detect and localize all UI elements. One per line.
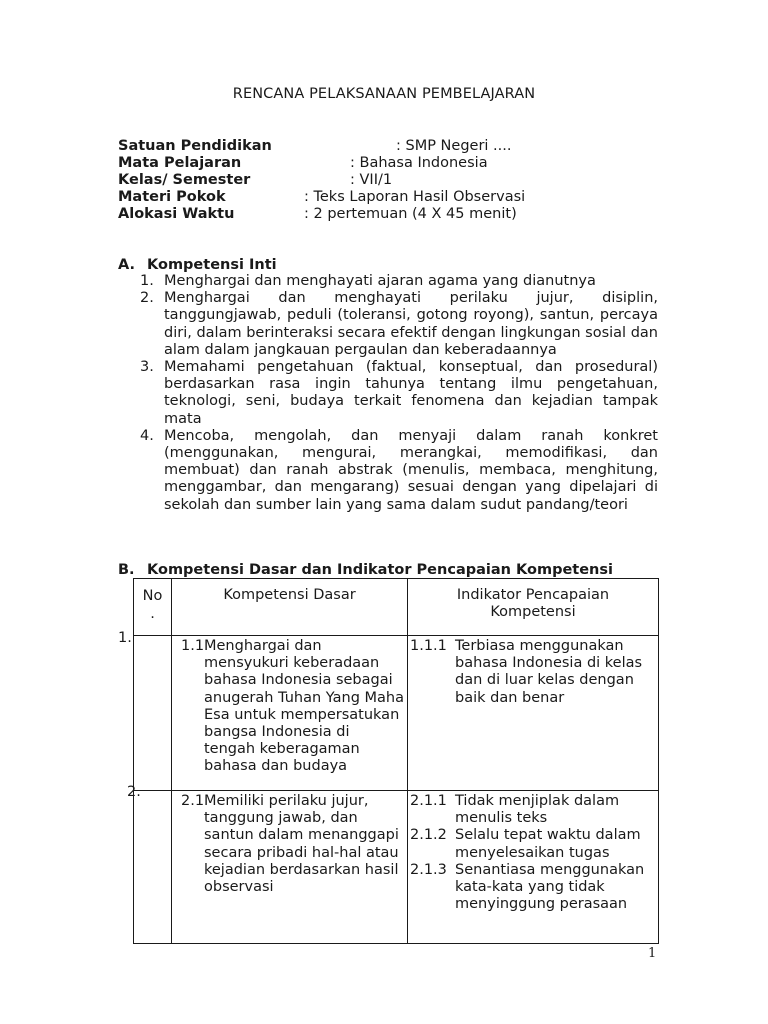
identity-label: Satuan Pendidikan: [118, 138, 272, 154]
kd-cell: [172, 791, 408, 944]
list-text: Menghargai dan menghayati ajaran agama yang dianutnya: [164, 273, 596, 289]
indicator-text: Senantiasa menggunakan kata-kata yang tidak menyinggung perasaan: [455, 861, 645, 913]
identity-value: : 2 pertemuan (4 X 45 menit): [304, 206, 517, 222]
list-item: [140, 359, 658, 428]
identity-label: Mata Pelajaran: [118, 155, 242, 171]
list-text: Memahami pengetahuan (faktual, konseptual, dan prosedural) berdasarkan rasa ingin tahunya tentang ilmu pengetahuan, teknologi, seni, budaya terkait fenomena dan kejadian tampak mata: [164, 359, 658, 427]
indicator-cell: [408, 636, 659, 791]
row-number: 2.: [127, 784, 141, 800]
identity-value: : SMP Negeri ....: [396, 138, 512, 154]
indicator-code: 2.1.1: [410, 793, 447, 809]
row-no-cell: [134, 791, 172, 944]
section-letter: A.: [118, 257, 135, 273]
indicator-item: [408, 793, 656, 827]
row-no-cell: [134, 636, 172, 791]
indicator-item: [408, 638, 656, 707]
list-number: 4.: [140, 427, 154, 444]
identity-value: : VII/1: [350, 172, 393, 188]
indicator-code: 2.1.2: [410, 827, 447, 844]
section-a-heading: [118, 256, 277, 274]
identity-value: : Bahasa Indonesia: [350, 155, 488, 171]
kd-indicator-table: [133, 578, 659, 944]
indicator-code: 1.1.1: [410, 638, 447, 654]
kompetensi-inti-list: [140, 273, 658, 514]
kd-code: 1.1: [181, 638, 205, 654]
section-title: Kompetensi Dasar dan Indikator Pencapaian Kompetensi: [147, 562, 613, 578]
page-number: 1: [648, 946, 657, 961]
kd-cell: [172, 636, 408, 791]
indicator-text: Terbiasa menggunakan bahasa Indonesia di kelas dan di luar kelas dengan baik dan benar: [455, 638, 643, 706]
indicator-text: Tidak menjiplak dalam menulis teks: [455, 793, 620, 827]
indicator-text: Selalu tepat waktu dalam menyelesaikan tugas: [455, 827, 641, 861]
page-title: RENCANA PELAKSANAAN PEMBELAJARAN: [232, 86, 536, 102]
list-item: [140, 273, 658, 290]
indicator-cell: [408, 791, 659, 944]
table-row: [134, 636, 659, 791]
kd-code: 2.1: [181, 793, 205, 809]
section-letter: B.: [118, 562, 135, 578]
table-header-row: [134, 579, 659, 636]
table-row: [134, 791, 659, 944]
list-number: 1.: [140, 273, 154, 289]
identity-value: : Teks Laporan Hasil Observasi: [304, 189, 526, 205]
list-text: Mencoba, mengolah, dan menyaji dalam ranah konkret (menggunakan, mengurai, merangkai, memodifikasi, dan membuat) dan ranah abstrak (menulis, membaca, menghitung, menggambar, dan mengarang) sesuai dengan yang dipelajari di sekolah dan sumber lain yang sama dalam sudut pandang/teori: [164, 427, 658, 513]
indicator-item: [408, 827, 656, 861]
indicator-code: 2.1.3: [410, 861, 447, 878]
header-indicator: Indikator Pencapaian Kompetensi: [408, 579, 659, 636]
list-number: 3.: [140, 359, 154, 376]
identity-label: Materi Pokok: [118, 189, 226, 205]
kd-text: Memiliki perilaku jujur, tanggung jawab, dan santun dalam menanggapi secara pribadi hal-hal atau kejadian berdasarkan hasil observasi: [204, 793, 399, 896]
kd-text: Menghargai dan mensyukuri keberadaan bahasa Indonesia sebagai anugerah Tuhan Yang Maha Esa untuk mempersatukan bangsa Indonesia di tengah keberagaman bahasa dan budaya: [204, 638, 404, 775]
list-item: [140, 428, 658, 514]
identity-label: Kelas/ Semester: [118, 172, 251, 188]
list-text: Menghargai dan menghayati perilaku jujur, disiplin, tanggungjawab, peduli (toleransi, gotong royong), santun, percaya diri, dalam berinteraksi secara efektif dengan lingkungan sosial dan alam dalam jangkauan pergaulan dan keberadaannya: [164, 290, 658, 358]
list-item: [140, 290, 658, 359]
identity-label: Alokasi Waktu: [118, 206, 235, 222]
row-number: 1.: [118, 630, 132, 646]
header-no: No .: [134, 579, 172, 636]
section-b-heading: [118, 561, 613, 579]
section-title: Kompetensi Inti: [147, 257, 277, 273]
indicator-item: [408, 862, 656, 914]
header-kd: Kompetensi Dasar: [172, 579, 408, 636]
list-number: 2.: [140, 290, 154, 307]
